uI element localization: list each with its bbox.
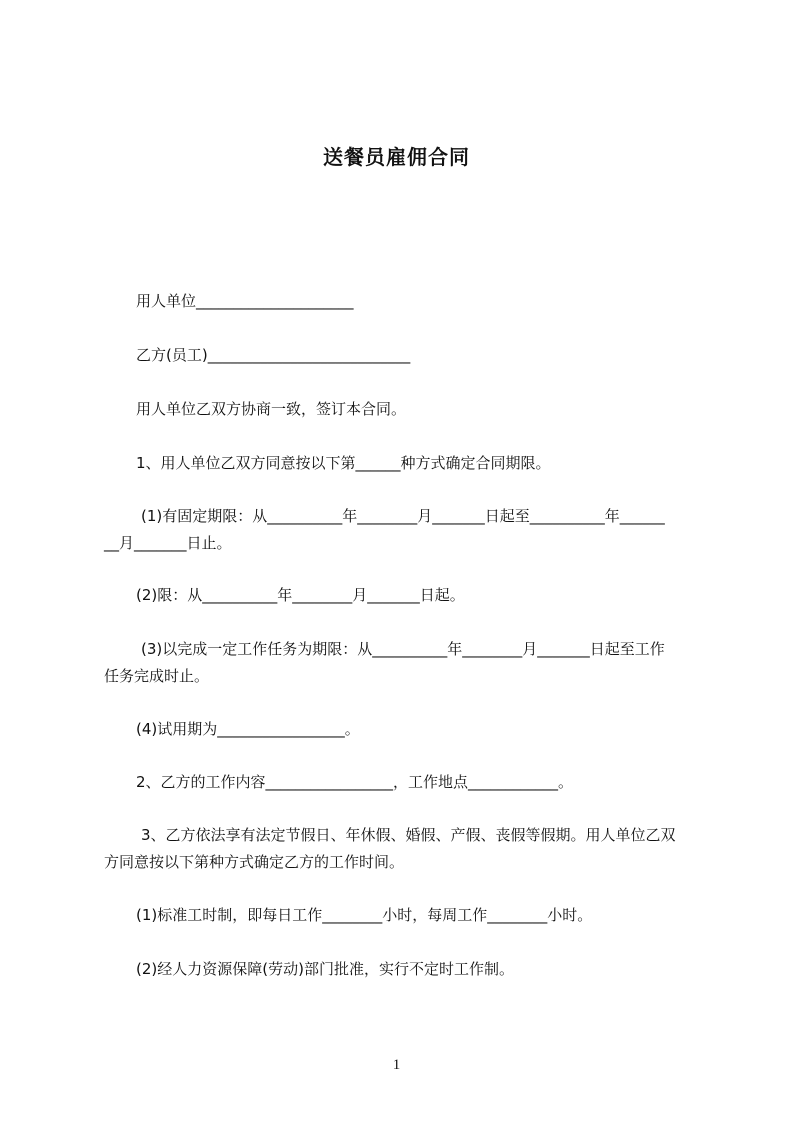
employee-line: 乙方(员工)___________________________ — [136, 346, 411, 364]
clause-1-heading: 1、用人单位乙双方同意按以下第______种方式确定合同期限。 — [136, 454, 551, 472]
employer-line: 用人单位_____________________ — [136, 292, 354, 310]
agreement-intro: 用人单位乙双方协商一致，签订本合同。 — [136, 400, 407, 418]
clause-1-option-4: (4)试用期为_________________。 — [136, 720, 360, 738]
clause-3-cont: 方同意按以下第种方式确定乙方的工作时间。 — [104, 853, 405, 871]
clause-1-option-1-cont: __月_______日止。 — [104, 534, 232, 552]
contract-title: 送餐员雇佣合同 — [323, 145, 470, 169]
clause-1-option-3-cont: 任务完成时止。 — [104, 667, 210, 685]
clause-1-option-2: (2)限：从__________年________月_______日起。 — [136, 586, 465, 604]
clause-3-option-1: (1)标准工时制，即每日工作________小时，每周工作________小时。 — [136, 906, 593, 924]
clause-1-option-1: (1)有固定期限：从__________年________月_______日起至__________年______ — [141, 507, 665, 525]
clause-3-option-2: (2)经人力资源保障(劳动)部门批准，实行不定时工作制。 — [136, 960, 514, 978]
clause-1-option-3: (3)以完成一定工作任务为期限：从__________年________月_______日起至工作 — [141, 640, 665, 658]
clause-3: 3、乙方依法享有法定节假日、年休假、婚假、产假、丧假等假期。用人单位乙双 — [141, 826, 676, 844]
clause-2: 2、乙方的工作内容_________________，工作地点____________。 — [136, 773, 574, 791]
page-number: 1 — [392, 1057, 401, 1073]
